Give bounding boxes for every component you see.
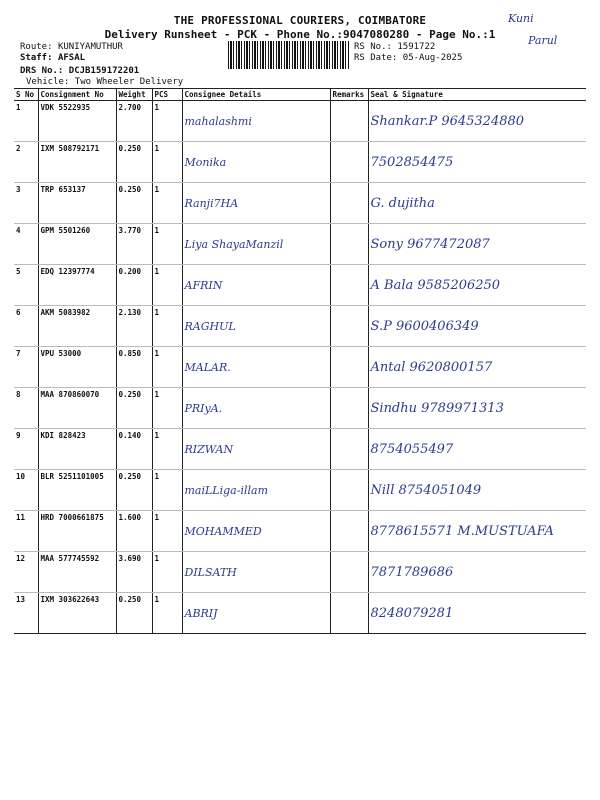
row-sno: 4	[14, 224, 38, 265]
row-remarks	[330, 388, 368, 429]
row-weight: 0.250	[116, 470, 152, 511]
runsheet-subtitle: Delivery Runsheet - PCK - Phone No.:9047080280 - Page No.:1	[104, 28, 496, 41]
row-consignment-no: GPM 5501260	[38, 224, 116, 265]
row-remarks	[330, 306, 368, 347]
table-row	[14, 593, 586, 634]
row-sno: 11	[14, 511, 38, 552]
row-remarks	[330, 347, 368, 388]
col-consignee: Consignee Details	[182, 89, 330, 101]
row-consignment-no: MAA 870860070	[38, 388, 116, 429]
row-consignee: RAGHUL	[182, 306, 330, 347]
row-weight: 0.250	[116, 183, 152, 224]
col-sno: S No	[14, 89, 38, 101]
table-row	[14, 306, 586, 347]
row-sno: 3	[14, 183, 38, 224]
row-pcs: 1	[152, 552, 182, 593]
row-signature: 7871789686	[368, 552, 586, 593]
table-row	[14, 224, 586, 265]
row-signature: 8248079281	[368, 593, 586, 634]
row-weight: 0.250	[116, 388, 152, 429]
row-consignment-no: HRD 7000661875	[38, 511, 116, 552]
row-signature: Sindhu 9789971313	[368, 388, 586, 429]
route-line	[20, 42, 123, 53]
row-signature: Sony 9677472087	[368, 224, 586, 265]
table-row	[14, 347, 586, 388]
staff-label: Staff:	[20, 53, 53, 63]
row-sno: 7	[14, 347, 38, 388]
row-pcs: 1	[152, 470, 182, 511]
staff-value: AFSAL	[57, 53, 86, 63]
col-weight: Weight	[116, 89, 152, 101]
table-row	[14, 101, 586, 142]
row-remarks	[330, 429, 368, 470]
company-title: THE PROFESSIONAL COURIERS, COIMBATORE	[173, 14, 427, 27]
row-consignee: Liya ShayaManzil	[182, 224, 330, 265]
row-remarks	[330, 511, 368, 552]
row-remarks	[330, 101, 368, 142]
runsheet-table	[14, 88, 586, 634]
row-sno: 2	[14, 142, 38, 183]
row-signature: A Bala 9585206250	[368, 265, 586, 306]
row-consignment-no: IXM 303622643	[38, 593, 116, 634]
row-consignee: DILSATH	[182, 552, 330, 593]
row-consignment-no: AKM 5083982	[38, 306, 116, 347]
route-value: KUNIYAMUTHUR	[57, 42, 123, 52]
row-remarks	[330, 142, 368, 183]
row-signature: G. dujitha	[368, 183, 586, 224]
table-row	[14, 429, 586, 470]
row-consignment-no: VPU 53000	[38, 347, 116, 388]
row-consignee: Monika	[182, 142, 330, 183]
col-signature: Seal & Signature	[368, 89, 586, 101]
row-signature: 8778615571 M.MUSTUAFA	[368, 511, 586, 552]
row-consignment-no: IXM 508792171	[38, 142, 116, 183]
row-pcs: 1	[152, 347, 182, 388]
rs-no-value: 1591722	[397, 42, 436, 52]
handnote-top-2: Parul	[528, 34, 558, 47]
row-remarks	[330, 470, 368, 511]
row-remarks	[330, 265, 368, 306]
row-consignee: MOHAMMED	[182, 511, 330, 552]
col-remarks: Remarks	[330, 89, 368, 101]
drs-value: DCJB159172201	[68, 66, 140, 76]
table-row	[14, 265, 586, 306]
vehicle-line	[26, 77, 183, 88]
staff-line	[20, 53, 85, 64]
row-pcs: 1	[152, 224, 182, 265]
row-remarks	[330, 552, 368, 593]
row-weight: 0.250	[116, 593, 152, 634]
row-pcs: 1	[152, 388, 182, 429]
table-body	[14, 101, 586, 634]
row-weight: 2.130	[116, 306, 152, 347]
row-pcs: 1	[152, 306, 182, 347]
table-row	[14, 183, 586, 224]
row-consignment-no: BLR 5251101005	[38, 470, 116, 511]
row-remarks	[330, 183, 368, 224]
row-weight: 0.140	[116, 429, 152, 470]
rs-no-label: RS No.:	[354, 42, 392, 52]
row-signature: S.P 9600406349	[368, 306, 586, 347]
row-consignment-no: MAA 577745592	[38, 552, 116, 593]
row-consignee: MALAR.	[182, 347, 330, 388]
row-weight: 0.200	[116, 265, 152, 306]
row-sno: 6	[14, 306, 38, 347]
route-label: Route:	[20, 42, 53, 52]
row-consignee: PRIyA.	[182, 388, 330, 429]
row-weight: 3.690	[116, 552, 152, 593]
row-consignee: ABRIJ	[182, 593, 330, 634]
row-pcs: 1	[152, 142, 182, 183]
vehicle-label: Vehicle:	[26, 77, 70, 87]
row-sno: 10	[14, 470, 38, 511]
row-signature: Antal 9620800157	[368, 347, 586, 388]
drs-label: DRS No.:	[20, 66, 64, 76]
rs-date-value: 05-Aug-2025	[402, 53, 463, 63]
row-sno: 8	[14, 388, 38, 429]
handnote-top-1: Kuni	[508, 12, 534, 25]
row-consignee: AFRIN	[182, 265, 330, 306]
row-signature: Shankar.P 9645324880	[368, 101, 586, 142]
row-remarks	[330, 593, 368, 634]
row-consignment-no: VDK 5522935	[38, 101, 116, 142]
vehicle-value: Two Wheeler Delivery	[74, 77, 184, 87]
row-sno: 12	[14, 552, 38, 593]
row-pcs: 1	[152, 265, 182, 306]
col-pcs: PCS	[152, 89, 182, 101]
row-sno: 9	[14, 429, 38, 470]
row-signature: 8754055497	[368, 429, 586, 470]
row-sno: 1	[14, 101, 38, 142]
row-consignment-no: TRP 653137	[38, 183, 116, 224]
rs-date-line	[354, 53, 462, 64]
row-weight: 2.700	[116, 101, 152, 142]
row-consignment-no: KDI 828423	[38, 429, 116, 470]
row-signature: 7502854475	[368, 142, 586, 183]
row-consignee: mahalashmi	[182, 101, 330, 142]
row-consignment-no: EDQ 12397774	[38, 265, 116, 306]
row-weight: 0.250	[116, 142, 152, 183]
row-remarks	[330, 224, 368, 265]
row-pcs: 1	[152, 183, 182, 224]
row-weight: 0.850	[116, 347, 152, 388]
row-consignee: maiLLiga-illam	[182, 470, 330, 511]
rs-no-line	[354, 42, 435, 53]
table-row	[14, 470, 586, 511]
barcode	[228, 41, 350, 69]
row-pcs: 1	[152, 511, 182, 552]
row-weight: 3.770	[116, 224, 152, 265]
row-consignee: RIZWAN	[182, 429, 330, 470]
row-pcs: 1	[152, 429, 182, 470]
row-consignee: Ranji7HA	[182, 183, 330, 224]
row-pcs: 1	[152, 101, 182, 142]
table-header-row	[14, 89, 586, 101]
row-weight: 1.600	[116, 511, 152, 552]
rs-date-label: RS Date:	[354, 53, 398, 63]
table-row	[14, 552, 586, 593]
row-signature: Nill 8754051049	[368, 470, 586, 511]
col-consignment: Consignment No	[38, 89, 116, 101]
table-row	[14, 388, 586, 429]
table-row	[14, 511, 586, 552]
row-sno: 13	[14, 593, 38, 634]
table-row	[14, 142, 586, 183]
drs-line	[20, 66, 139, 77]
row-sno: 5	[14, 265, 38, 306]
row-pcs: 1	[152, 593, 182, 634]
